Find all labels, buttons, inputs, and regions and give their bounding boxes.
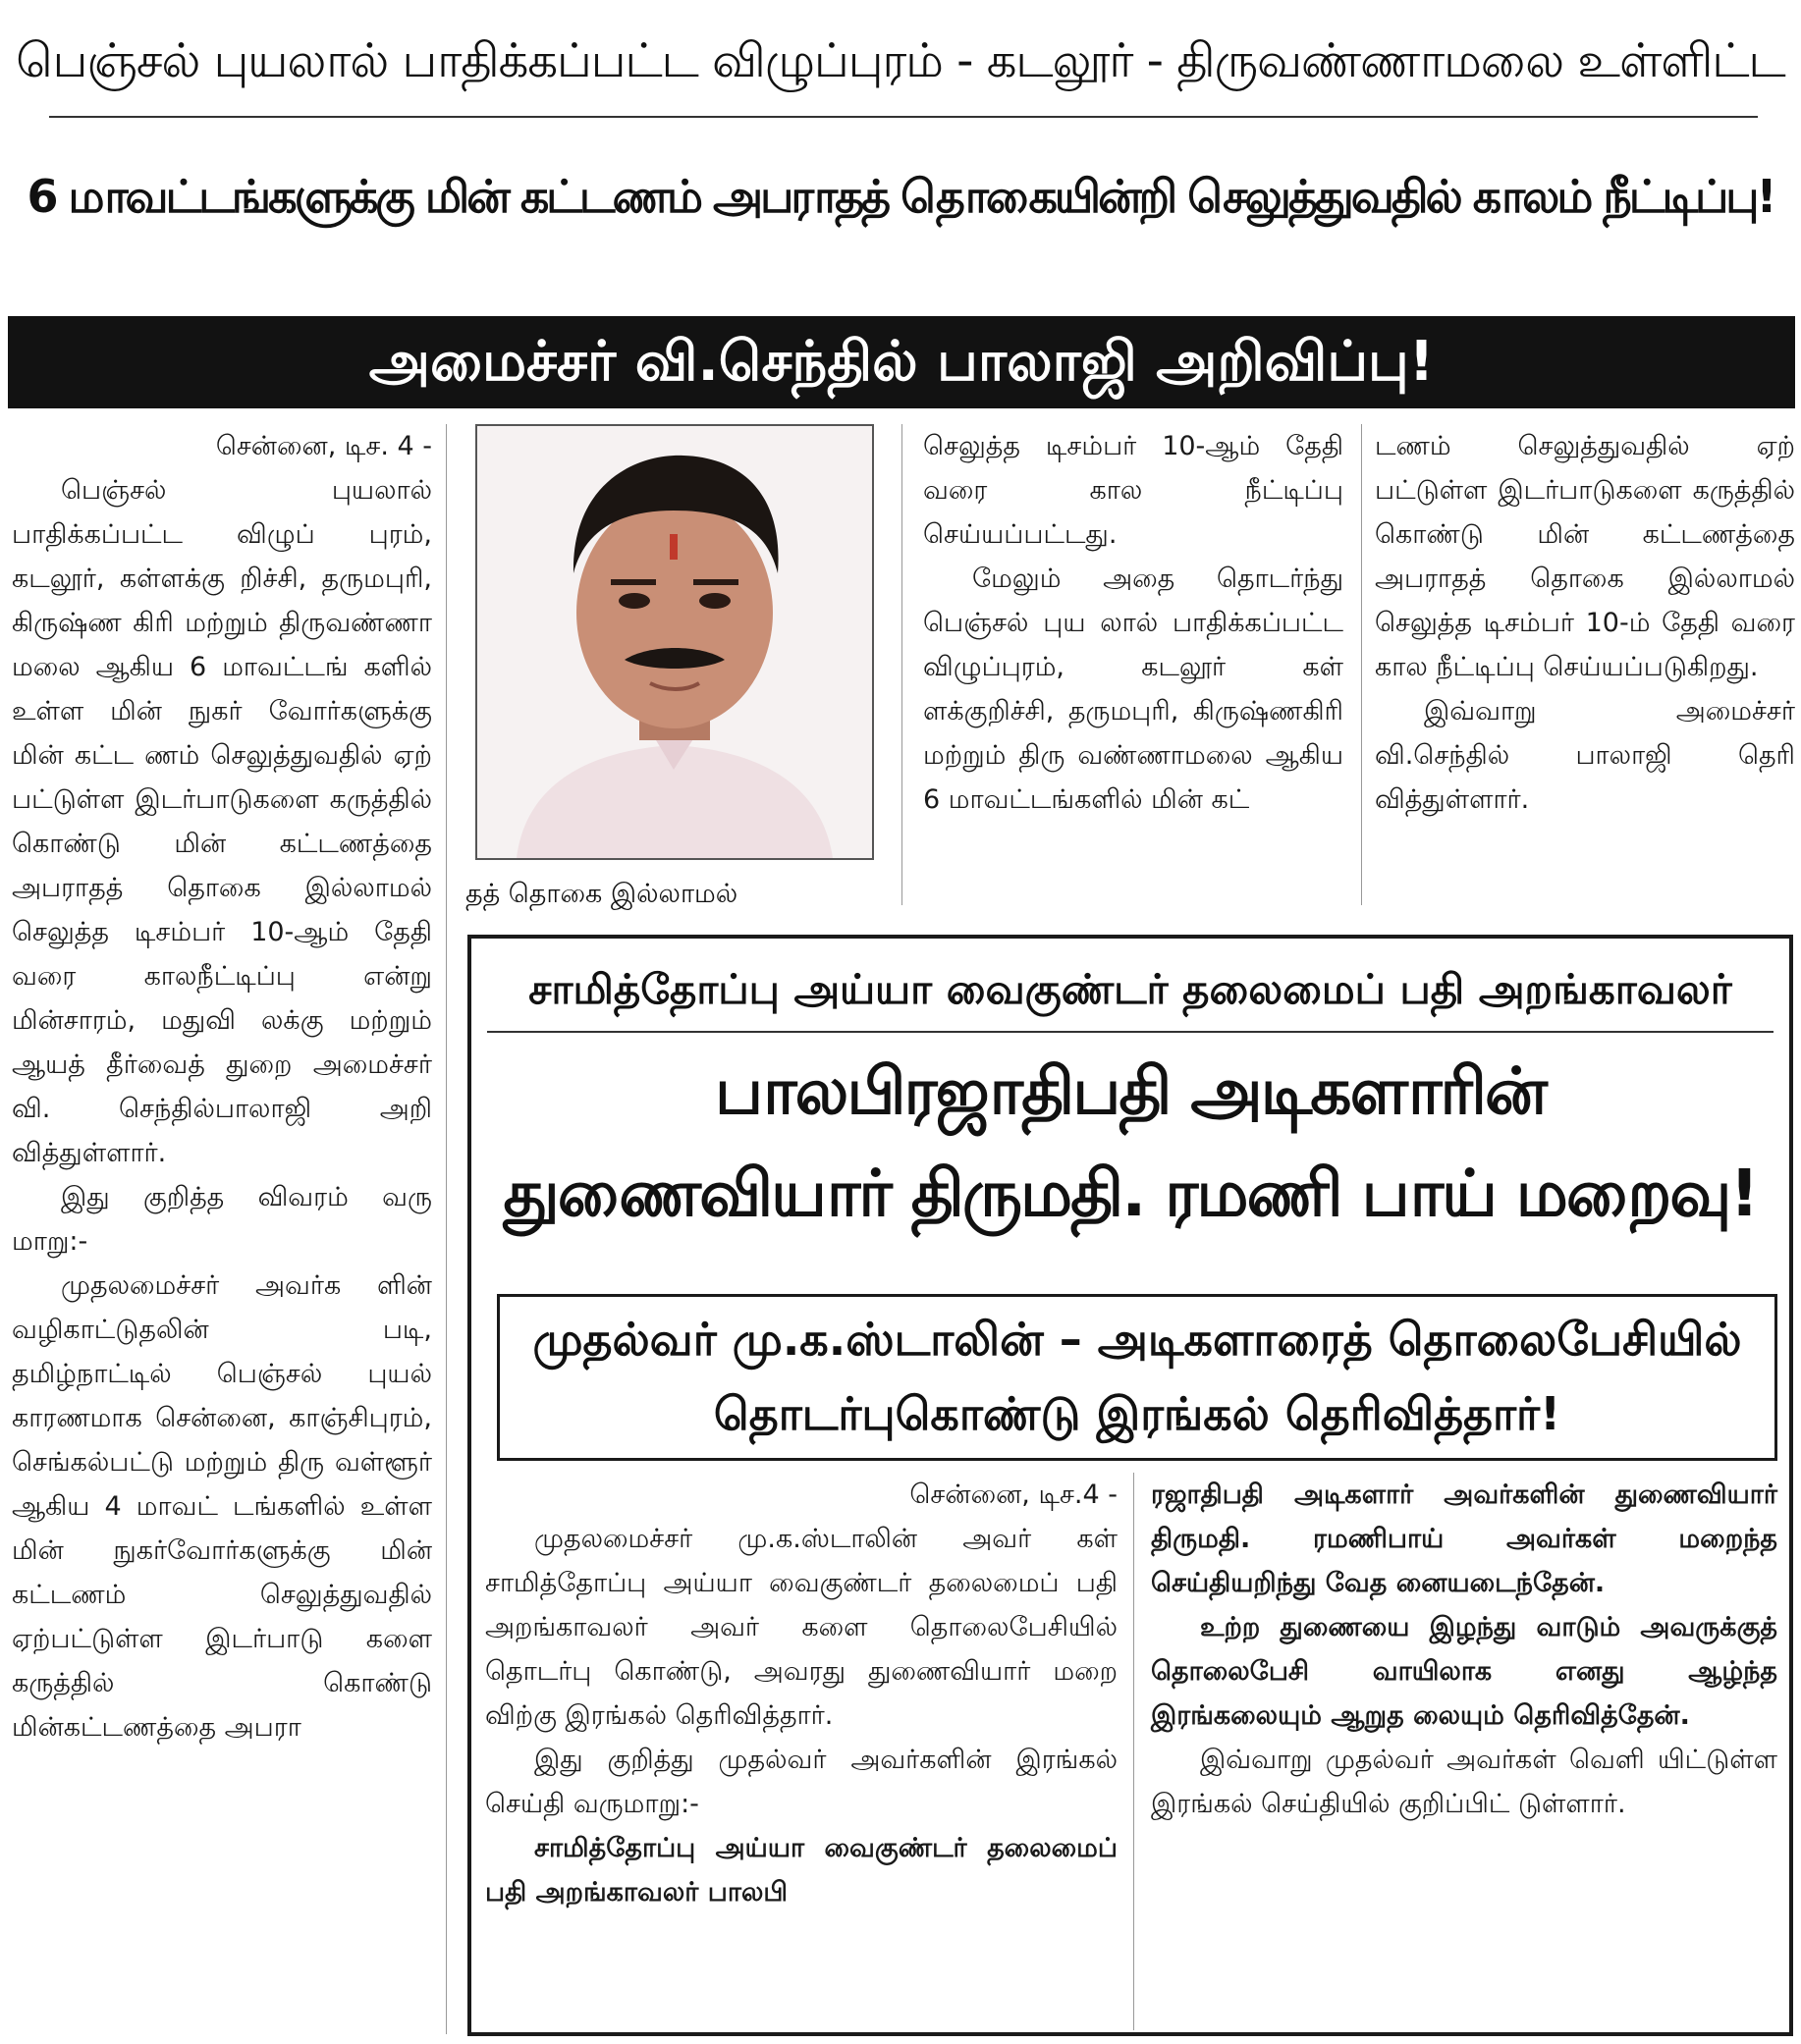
article1-c4-paragraph-2: இவ்வாறு அமைச்சர் வி.செந்தில் பாலாஜி தெரி வித்துள்ளார். xyxy=(1375,696,1795,815)
article2-column-divider xyxy=(1133,1473,1134,2030)
column-divider-2 xyxy=(901,424,902,905)
subhead-bar-text: அமைச்சர் வி.செந்தில் பாலாஜி அறிவிப்பு! xyxy=(368,330,1435,394)
article2-subhead xyxy=(497,1302,1777,1451)
article1-paragraph-1: பெஞ்சல் புயலால் பாதிக்கப்பட்ட விழுப் புரம், கடலூர், கள்ளக்கு றிச்சி, தருமபுரி, கிருஷ்ண கிரி மற்றும் திருவண்ணா மலை ஆகிய 6 மாவட்டங் களில் உள்ள மின் நுகர் வோர்களுக்கு மின் கட்ட ணம் செலுத்துவதில் ஏற் பட்டுள்ள இடர்பாடுகளை கருத்தில் கொண்டு மின் கட்டணத்தை அபராதத் தொகை இல்லாமல் செலுத்த டிசம்பர் 10-ஆம் தேதி வரை காலநீட்டிப்பு என்று மின்சாரம், மதுவி லக்கு மற்றும் ஆயத் தீர்வைத் துறை அமைச்சர் வி. செந்தில்பாலாஜி அறி வித்துள்ளார். xyxy=(12,475,432,1168)
article2-kicker: சாமித்தோப்பு அய்யா வைகுண்டர் தலைமைப் பதி அறங்காவலர் xyxy=(528,965,1732,1013)
article2-headline xyxy=(467,1041,1793,1245)
column-divider-1 xyxy=(446,424,447,2034)
article1-c3-paragraph-2: மேலும் அதை தொடர்ந்து பெஞ்சல் புய லால் பாதிக்கப்பட்ட விழுப்புரம், கடலூர் கள் ளக்குறிச்சி, தருமபுரி, கிருஷ்ணகிரி மற்றும் திரு வண்ணாமலை ஆகிய 6 மாவட்டங்களில் மின் கட் xyxy=(923,564,1343,815)
main-headline: 6 மாவட்டங்களுக்கு மின் கட்டணம் அபராதத் தொகையின்றி செலுத்துவதில் காலம் நீட்டிப்பு! xyxy=(27,170,1774,223)
portrait-illustration xyxy=(477,426,872,858)
article2-subhead-line-2: தொடர்புகொண்டு இரங்கல் தெரிவித்தார்! xyxy=(713,1387,1561,1440)
article2-paragraph-6: இவ்வாறு முதல்வர் அவர்கள் வெளி யிட்டுள்ள இரங்கல் செய்தியில் குறிப்பிட் டுள்ளார். xyxy=(1151,1745,1777,1819)
kicker-headline: பெஞ்சல் புயலால் பாதிக்கப்பட்ட விழுப்புரம் - கடலூர் - திருவண்ணாமலை உள்ளிட்ட xyxy=(16,33,1785,88)
article2-column-2 xyxy=(1151,1473,1777,1826)
article1-column-4 xyxy=(1375,424,1795,822)
article1-column-1 xyxy=(12,424,432,1749)
article2-headline-line-1: பாலபிரஜாதிபதி அடிகளாரின் xyxy=(714,1053,1547,1129)
article2-headline-line-2: துணைவியார் திருமதி. ரமணி பாய் மறைவு! xyxy=(503,1156,1758,1231)
article1-dateline: சென்னை, டிச. 4 - xyxy=(215,431,432,461)
article2-subhead-line-1: முதல்வர் மு.க.ஸ்டாலின் – அடிகளாரைத் தொலைபேசியில் xyxy=(532,1313,1742,1366)
article1-paragraph-3: முதலமைச்சர் அவர்க ளின் வழிகாட்டுதலின் படி, தமிழ்நாட்டில் பெஞ்சல் புயல் காரணமாக சென்னை, காஞ்சிபுரம், செங்கல்பட்டு மற்றும் திரு வள்ளூர் ஆகிய 4 மாவட் டங்களில் உள்ள மின் நுகர்வோர்களுக்கு மின் கட்டணம் செலுத்துவதில் ஏற்பட்டுள்ள இடர்பாடு களை கருத்தில் கொண்டு மின்கட்டணத்தை அபரா xyxy=(12,1270,432,1743)
article2-paragraph-5: உற்ற துணையை இழந்து வாடும் அவருக்குத் தொலைபேசி வாயிலாக எனது ஆழ்ந்த இரங்கலையும் ஆறுத லையும் தெரிவித்தேன். xyxy=(1151,1612,1777,1731)
article2-paragraph-3: சாமித்தோப்பு அய்யா வைகுண்டர் தலைமைப் பதி அறங்காவலர் பாலபி xyxy=(485,1833,1118,1908)
article2-paragraph-1: முதலமைச்சர் மு.க.ஸ்டாலின் அவர் கள் சாமித்தோப்பு அய்யா வைகுண்டர் தலைமைப் பதி அறங்காவலர் அவர் களை தொலைபேசியில் தொடர்பு கொண்டு, அவரது துணைவியார் மறை விற்கு இரங்கல் தெரிவித்தார். xyxy=(485,1524,1118,1731)
article1-paragraph-2: இது குறித்த விவரம் வரு மாறு:- xyxy=(12,1182,432,1257)
article2-kicker-divider xyxy=(487,1031,1774,1033)
column-divider-3 xyxy=(1361,424,1362,905)
article2-dateline: சென்னை, டிச.4 - xyxy=(909,1479,1118,1510)
article2-column-1 xyxy=(485,1473,1118,1914)
article1-c3-paragraph-1: செலுத்த டிசம்பர் 10-ஆம் தேதி வரை கால நீட்டிப்பு செய்யப்பட்டது. xyxy=(923,431,1343,550)
photo-caption: தத் தொகை இல்லாமல் xyxy=(465,879,738,909)
article1-c4-paragraph-1: டணம் செலுத்துவதில் ஏற் பட்டுள்ள இடர்பாடுகளை கருத்தில் கொண்டு மின் கட்டணத்தை அபராதத் தொகை இல்லாமல் செலுத்த டிசம்பர் 10-ம் தேதி வரை கால நீட்டிப்பு செய்யப்படுகிறது. xyxy=(1375,431,1795,682)
article2-paragraph-2: இது குறித்து முதல்வர் அவர்களின் இரங்கல் செய்தி வருமாறு:- xyxy=(485,1745,1118,1819)
article1-column-3 xyxy=(923,424,1343,822)
article2-paragraph-4: ரஜாதிபதி அடிகளார் அவர்களின் துணைவியார் திருமதி. ரமணிபாய் அவர்கள் மறைந்த செய்தியறிந்து வேத னையடைந்தேன். xyxy=(1151,1479,1777,1598)
minister-photo xyxy=(475,424,874,860)
kicker-divider xyxy=(49,116,1758,118)
